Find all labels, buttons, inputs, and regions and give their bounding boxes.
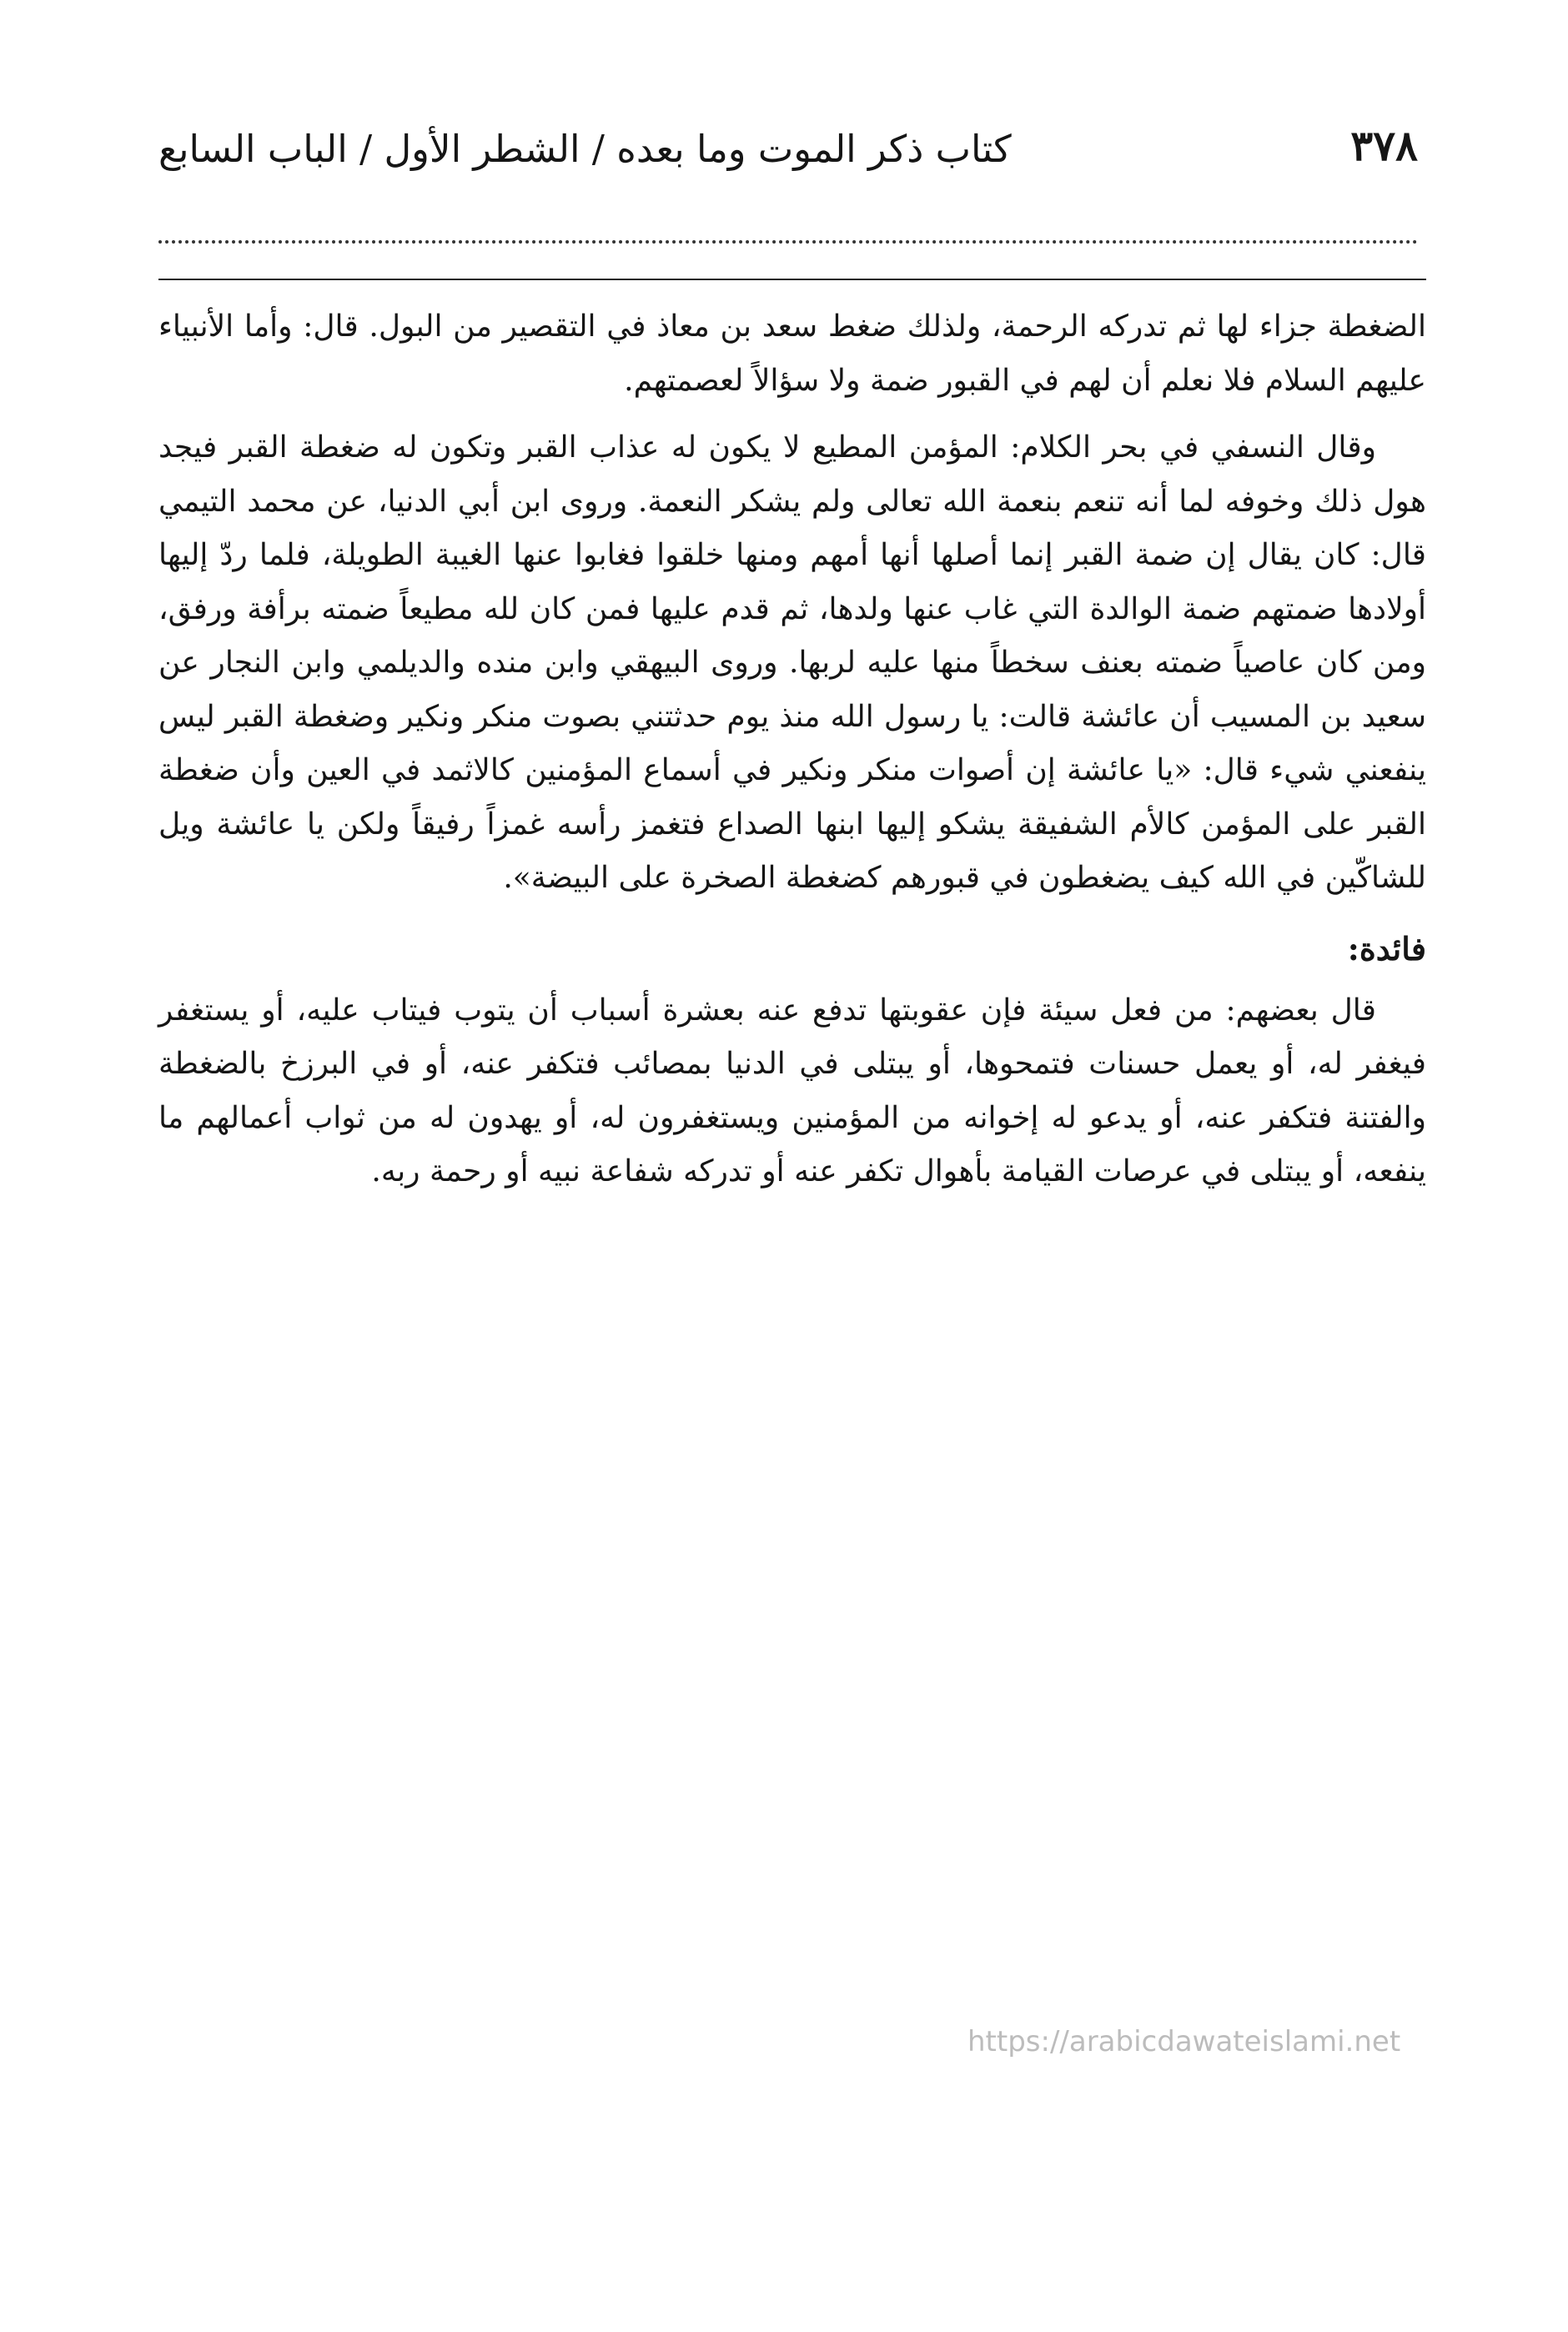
paragraph: قال بعضهم: من فعل سيئة فإن عقوبتها تدفع عنه بعشرة أسباب أن يتوب فيتاب عليه، أو يستغفر فيغفر له، أو يعمل حسنات فتمحوها، أو يبتلى في الدنيا بمصائب فتكفر عنه، أو في البرزخ بالضغطة والفتنة فتكفر عنه، أو يدعو له إخوانه من المؤمنين ويستغفرون له، أو يهدون له من ثواب أعمالهم ما ينفعه، أو يبتلى في عرصات القيامة بأهوال تكفر عنه أو تدركه شفاعة نبيه أو رحمة ربه. <box>158 993 1426 1189</box>
running-title: كتاب ذكر الموت وما بعده / الشطر الأول / الباب السابع <box>158 127 1012 171</box>
body-text <box>158 300 1426 1213</box>
paragraph: الضغطة جزاء لها ثم تدركه الرحمة، ولذلك ضغط سعد بن معاذ في التقصير من البول. قال: وأما الأنبياء عليهم السلام فلا نعلم أن لهم في القبور ضمة ولا سؤالاً لعصمتهم. <box>158 309 1426 398</box>
dotted-divider <box>158 240 1418 244</box>
page-number: ٣٧٨ <box>1350 121 1418 170</box>
page-header <box>158 117 1418 183</box>
header-rule <box>158 279 1426 280</box>
watermark-url: https://arabicdawateislami.net <box>967 2025 1401 2058</box>
paragraph: وقال النسفي في بحر الكلام: المؤمن المطيع لا يكون له عذاب القبر وتكون له ضغطة القبر فيجد هول ذلك وخوفه لما أنه تنعم بنعمة الله تعالى ولم يشكر النعمة. وروى ابن أبي الدنيا، عن محمد التيمي قال: كان يقال إن ضمة القبر إنما أصلها أنها أمهم ومنها خلقوا فغابوا عنها الغيبة الطويلة، فلما ردّ إليها أولادها ضمتهم ضمة الوالدة التي غاب عنها ولدها، ثم قدم عليها فمن كان لله مطيعاً ضمته برأفة ورفق، ومن كان عاصياً ضمته بعنف سخطاً منها عليه لربها. وروى البيهقي وابن منده والديلمي وابن النجار عن سعيد بن المسيب أن عائشة قالت: يا رسول الله منذ يوم حدثتني بصوت منكر ونكير وضغطة القبر ليس ينفعني شيء قال: «يا عائشة إن أصوات منكر ونكير في أسماع المؤمنين كالاثمد في العين وأن ضغطة القبر على المؤمن كالأم الشفيقة يشكو إليها ابنها الصداع فتغمز رأسه غمزاً رفيقاً ولكن يا عائشة ويل للشاكّين في الله كيف يضغطون في قبورهم كضغطة الصخرة على البيضة». <box>158 430 1427 895</box>
section-heading: فائدة: <box>1347 929 1426 967</box>
